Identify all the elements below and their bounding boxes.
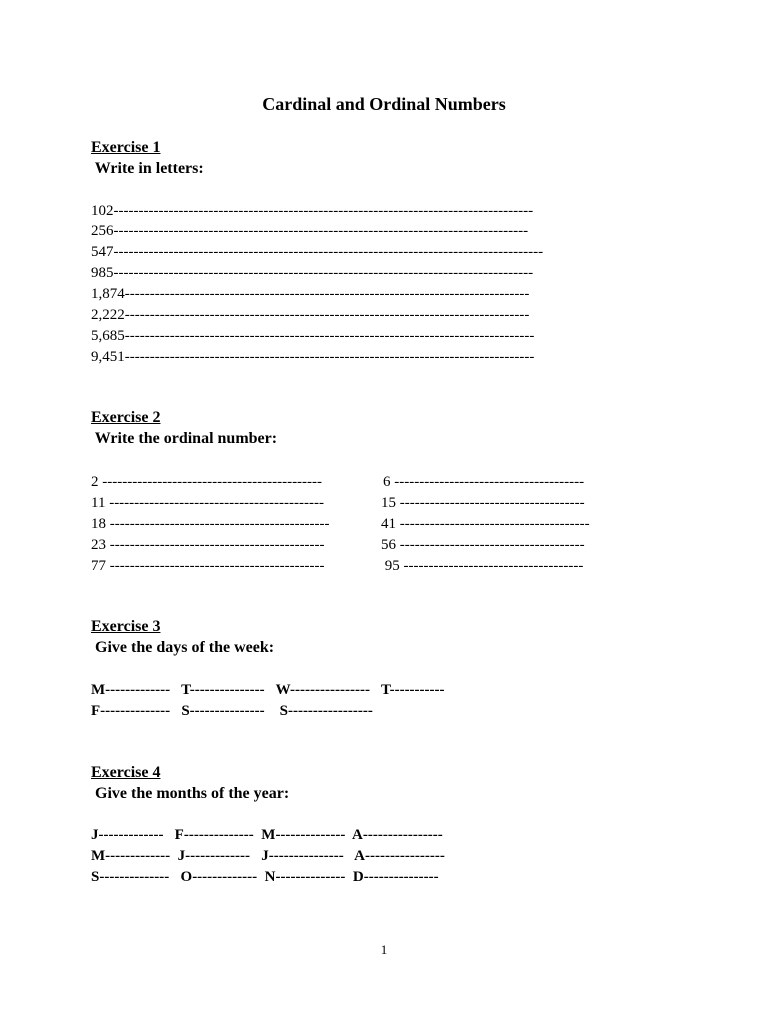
exercise-2-item: 77 ------------------------------------------- <box>91 558 325 574</box>
exercise-1-line: 256----------------------------------------------------------------------------------- <box>91 223 529 239</box>
exercise-2-item: 2 -------------------------------------------- <box>91 474 323 490</box>
exercise-4-line: M------------- J------------- J--------------- A---------------- <box>91 848 445 864</box>
exercise-2-instruction: Write the ordinal number: <box>91 430 278 447</box>
exercise-2-item: 11 ------------------------------------------- <box>91 495 324 511</box>
exercise-4-line: S-------------- O------------- N-------------- D--------------- <box>91 869 439 885</box>
exercise-3-line: M------------- T--------------- W---------------- T----------- <box>91 682 445 698</box>
exercise-1-line: 1,874--------------------------------------------------------------------------------- <box>91 286 530 302</box>
exercise-1-line: 985------------------------------------------------------------------------------------ <box>91 265 534 281</box>
exercise-4-instruction: Give the months of the year: <box>91 785 290 802</box>
exercise-4-heading: Exercise 4 <box>91 764 161 781</box>
exercise-4-line: J------------- F-------------- M-------------- A---------------- <box>91 827 443 843</box>
exercise-2-item: 23 ------------------------------------------- <box>91 537 325 553</box>
exercise-2-item: 95 ------------------------------------ <box>381 558 584 574</box>
page-number: 1 <box>380 942 388 957</box>
exercise-1-line: 2,222--------------------------------------------------------------------------------- <box>91 307 530 323</box>
exercise-2-item: 18 -------------------------------------------- <box>91 516 330 532</box>
exercise-3-line: F-------------- S--------------- S----------------- <box>91 703 373 719</box>
exercise-1-line: 9,451---------------------------------------------------------------------------------- <box>91 349 535 365</box>
exercise-1-line: 5,685---------------------------------------------------------------------------------- <box>91 328 535 344</box>
exercise-3-instruction: Give the days of the week: <box>91 639 275 656</box>
exercise-1-line: 547-------------------------------------------------------------------------------------- <box>91 244 544 260</box>
exercise-1-heading: Exercise 1 <box>91 139 161 156</box>
page-title: Cardinal and Ordinal Numbers <box>262 94 506 114</box>
exercise-2-heading: Exercise 2 <box>91 409 161 426</box>
exercise-2-item: 56 ------------------------------------- <box>381 537 585 553</box>
exercise-3-heading: Exercise 3 <box>91 618 161 635</box>
exercise-2-item: 15 ------------------------------------- <box>381 495 585 511</box>
exercise-1-line: 102------------------------------------------------------------------------------------ <box>91 203 534 219</box>
exercise-2-item: 41 -------------------------------------- <box>381 516 590 532</box>
exercise-2-item: 6 -------------------------------------- <box>383 474 585 490</box>
exercise-1-instruction: Write in letters: <box>91 160 204 177</box>
